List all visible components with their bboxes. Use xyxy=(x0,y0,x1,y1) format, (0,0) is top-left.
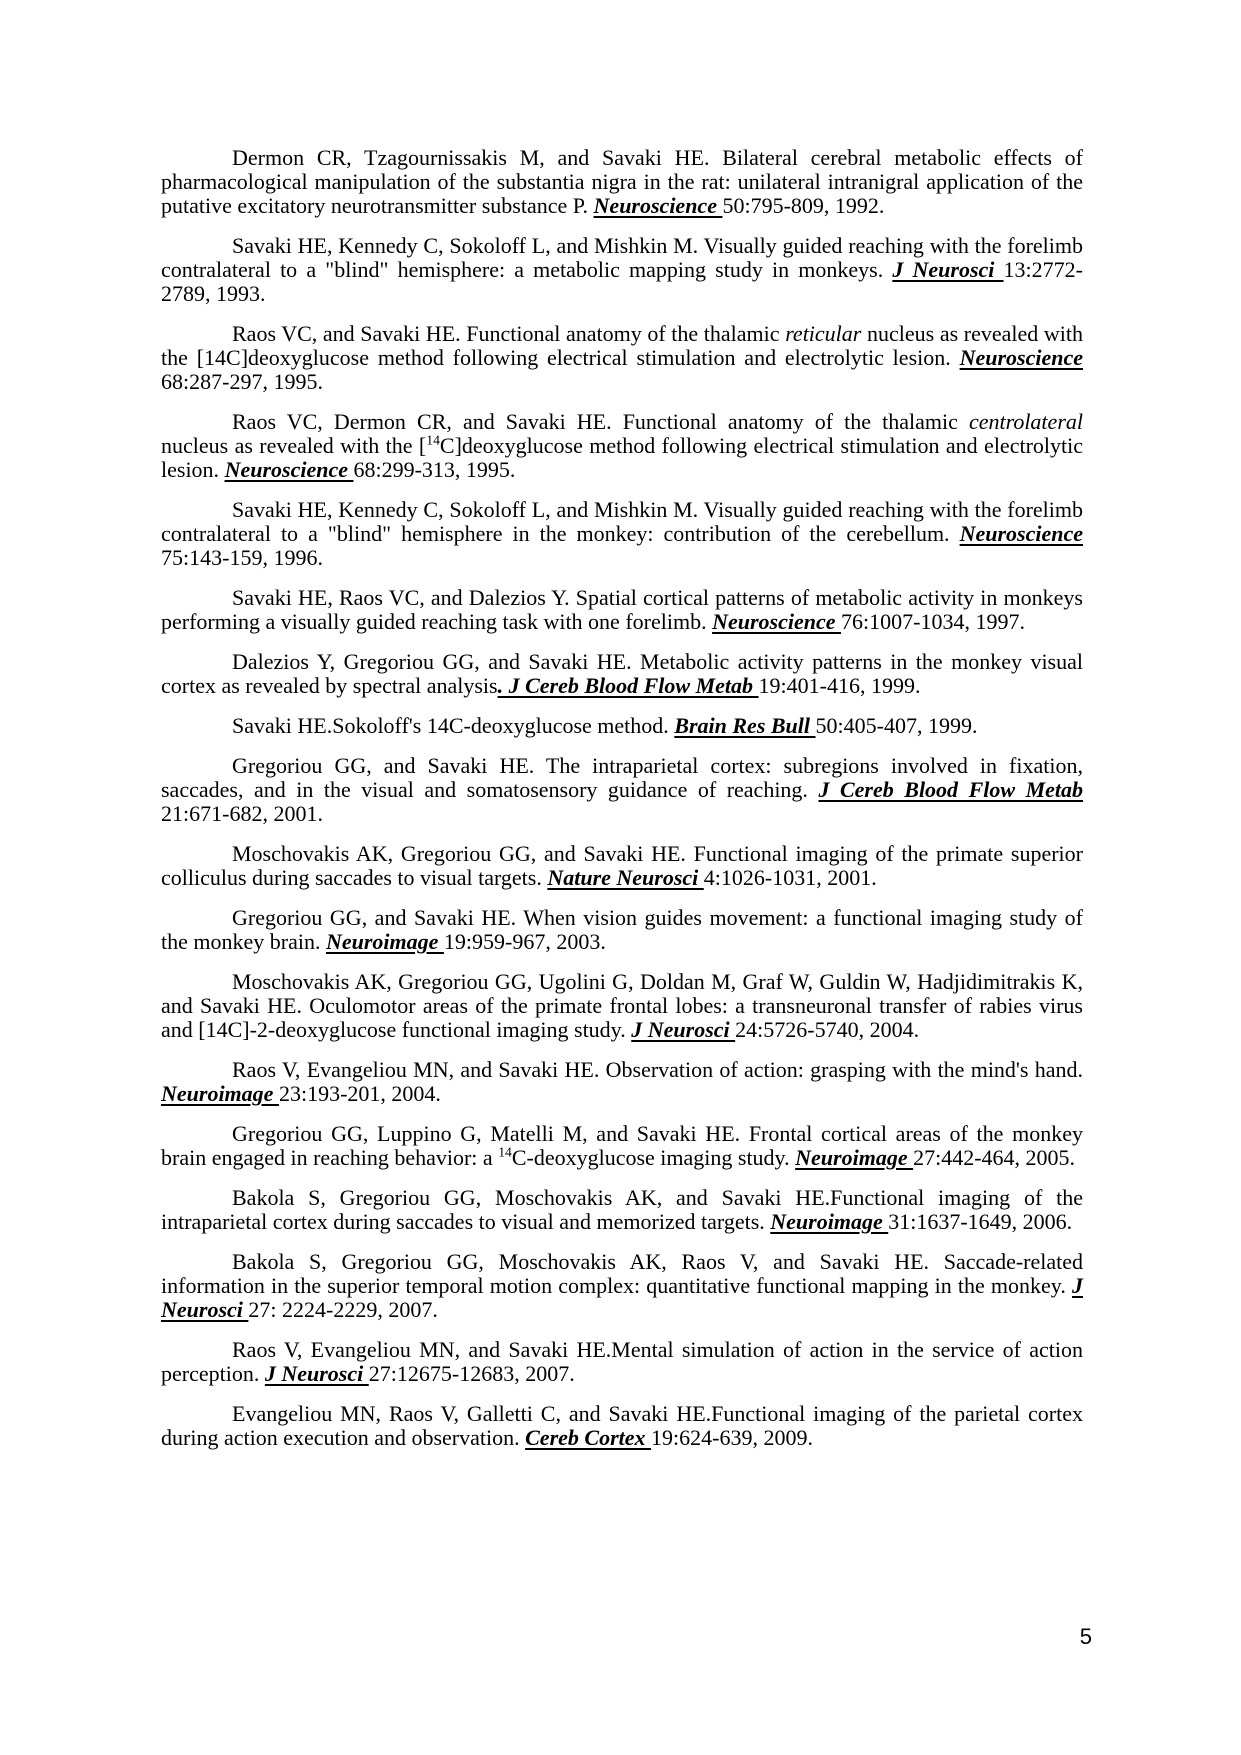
reference-text: 50:405-407, 1999. xyxy=(815,713,978,738)
reference-text: Savaki HE, Kennedy C, Sokoloff L, and Mishkin M. Visually guided reaching with the forelimb contralateral to a "blind" hemisphere in the monkey: contribution of the cerebellum. xyxy=(161,497,1083,546)
reference-text: nucleus as revealed with the [14C]deoxyglucose method following electrical stimulation and electrolytic lesion. xyxy=(161,321,1084,370)
reference-entry xyxy=(161,234,1083,306)
reference-text: 19:959-967, 2003. xyxy=(443,929,606,954)
reference-entry xyxy=(161,498,1083,570)
reference-text: Raos VC, Dermon CR, and Savaki HE. Functional anatomy of the thalamic xyxy=(232,409,969,434)
reference-text: Savaki HE, Raos VC, and Dalezios Y. Spatial cortical patterns of metabolic activity in monkeys performing a visually guided reaching task with one forelimb. xyxy=(161,585,1083,634)
reference-text: 68:299-313, 1995. xyxy=(353,457,516,482)
reference-entry xyxy=(161,650,1083,698)
reference-entry xyxy=(161,322,1083,394)
reference-text: 13:2772-2789, 1993. xyxy=(161,257,1083,306)
reference-entry xyxy=(161,1250,1083,1322)
bibliography-list xyxy=(161,146,1083,1466)
reference-text: Savaki HE, Kennedy C, Sokoloff L, and Mishkin M. Visually guided reaching with the forelimb contralateral to a "blind" hemisphere: a metabolic mapping study in monkeys. xyxy=(161,233,1083,282)
journal-name: Neuroimage xyxy=(795,1145,914,1170)
reference-text: 75:143-159, 1996. xyxy=(161,545,323,570)
reference-entry xyxy=(161,410,1083,482)
reference-text: Gregoriou GG, Luppino G, Matelli M, and Savaki HE. Frontal cortical areas of the monkey brain engaged in reaching behavior: a xyxy=(161,1121,1083,1170)
journal-name: J Neurosci xyxy=(892,257,1004,282)
reference-entry xyxy=(161,1402,1083,1450)
reference-entry xyxy=(161,714,1083,738)
reference-text: Bakola S, Gregoriou GG, Moschovakis AK, Raos V, and Savaki HE. Saccade-related information in the superior temporal motion complex: quantitative functional mapping in the monkey. xyxy=(161,1249,1083,1298)
reference-text: Gregoriou GG, and Savaki HE. The intraparietal cortex: subregions involved in fixation, saccades, and in the visual and somatosensory guidance of reaching. xyxy=(161,753,1083,802)
reference-text: C]deoxyglucose method following electrical stimulation and electrolytic lesion. xyxy=(161,433,1084,482)
reference-entry xyxy=(161,1338,1083,1386)
journal-name: J Neurosci xyxy=(631,1017,736,1042)
reference-text: centrolateral xyxy=(968,409,1083,434)
reference-text: 50:795-809, 1992. xyxy=(722,193,885,218)
journal-name: . J Cereb Blood Flow Metab xyxy=(497,673,759,698)
reference-text: Bakola S, Gregoriou GG, Moschovakis AK, and Savaki HE.Functional imaging of the intraparietal cortex during saccades to visual and memorized targets. xyxy=(161,1185,1083,1234)
reference-text: 31:1637-1649, 2006. xyxy=(888,1209,1073,1234)
reference-text: Gregoriou GG, and Savaki HE. When vision guides movement: a functional imaging study of the monkey brain. xyxy=(161,905,1083,954)
page-number: 5 xyxy=(1079,1624,1092,1649)
reference-entry xyxy=(161,906,1083,954)
reference-entry xyxy=(161,754,1083,826)
reference-text: 24:5726-5740, 2004. xyxy=(735,1017,920,1042)
journal-name: J Neurosci xyxy=(264,1361,369,1386)
reference-text: 27:12675-12683, 2007. xyxy=(368,1361,575,1386)
reference-text: Dalezios Y, Gregoriou GG, and Savaki HE. Metabolic activity patterns in the monkey visual cortex as revealed by spectral analysis xyxy=(161,649,1083,698)
journal-name: Neuroscience xyxy=(959,345,1083,370)
reference-text: Moschovakis AK, Gregoriou GG, Ugolini G, Doldan M, Graf W, Guldin W, Hadjidimitrakis K, and Savaki HE. Oculomotor areas of the primate frontal lobes: a transneuronal transfer of rabies virus and [14C]-2-deoxyglucose functional imaging study. xyxy=(161,969,1083,1042)
reference-text: Savaki HE.Sokoloff's 14C-deoxyglucose method. xyxy=(232,713,675,738)
journal-name: Neuroimage xyxy=(770,1209,889,1234)
reference-entry xyxy=(161,146,1083,218)
reference-entry xyxy=(161,1058,1083,1106)
reference-text: 27:442-464, 2005. xyxy=(913,1145,1076,1170)
reference-entry xyxy=(161,1186,1083,1234)
journal-name: Neuroscience xyxy=(959,521,1083,546)
reference-entry xyxy=(161,842,1083,890)
reference-entry xyxy=(161,1122,1083,1170)
journal-name: J Cereb Blood Flow Metab xyxy=(818,777,1084,802)
journal-name: Cereb Cortex xyxy=(525,1425,652,1450)
reference-text: 76:1007-1034, 1997. xyxy=(841,609,1025,634)
reference-text: reticular xyxy=(785,321,862,346)
reference-text: Raos VC, and Savaki HE. Functional anatomy of the thalamic xyxy=(232,321,786,346)
reference-text: Raos V, Evangeliou MN, and Savaki HE.Mental simulation of action in the service of action perception. xyxy=(161,1337,1083,1386)
reference-text: 23:193-201, 2004. xyxy=(278,1081,441,1106)
reference-text: C-deoxyglucose imaging study. xyxy=(511,1145,796,1170)
journal-name: Neuroimage xyxy=(161,1081,279,1106)
reference-entry xyxy=(161,970,1083,1042)
journal-name: Neuroscience xyxy=(224,457,354,482)
journal-name: Neuroscience xyxy=(593,193,723,218)
reference-text: 14 xyxy=(498,1144,512,1160)
reference-text: 14 xyxy=(426,432,440,448)
journal-name: Neuroimage xyxy=(325,929,444,954)
reference-text: 19:401-416, 1999. xyxy=(758,673,921,698)
journal-name: Nature Neurosci xyxy=(547,865,704,890)
reference-text: 27: 2224-2229, 2007. xyxy=(248,1297,438,1322)
journal-name: J Neurosci xyxy=(161,1273,1083,1322)
reference-text: 68:287-297, 1995. xyxy=(161,369,323,394)
journal-name: Neuroscience xyxy=(712,609,841,634)
reference-text: Moschovakis AK, Gregoriou GG, and Savaki HE. Functional imaging of the primate superior colliculus during saccades to visual targets. xyxy=(161,841,1083,890)
reference-text: Dermon CR, Tzagournissakis M, and Savaki HE. Bilateral cerebral metabolic effects of pharmacological manipulation of the substantia nigra in the rat: unilateral intranigral application of the putative excitatory neurotransmitter substance P. xyxy=(161,145,1083,218)
reference-text: 19:624-639, 2009. xyxy=(651,1425,813,1450)
journal-name: Brain Res Bull xyxy=(674,713,816,738)
reference-entry xyxy=(161,586,1083,634)
reference-text: 21:671-682, 2001. xyxy=(161,801,323,826)
reference-text: Raos V, Evangeliou MN, and Savaki HE. Observation of action: grasping with the mind's hand. xyxy=(232,1057,1083,1082)
reference-text: nucleus as revealed with the [ xyxy=(161,433,427,458)
reference-text: Evangeliou MN, Raos V, Galletti C, and Savaki HE.Functional imaging of the parietal cortex during action execution and observation. xyxy=(161,1401,1083,1450)
reference-text: 4:1026-1031, 2001. xyxy=(703,865,877,890)
